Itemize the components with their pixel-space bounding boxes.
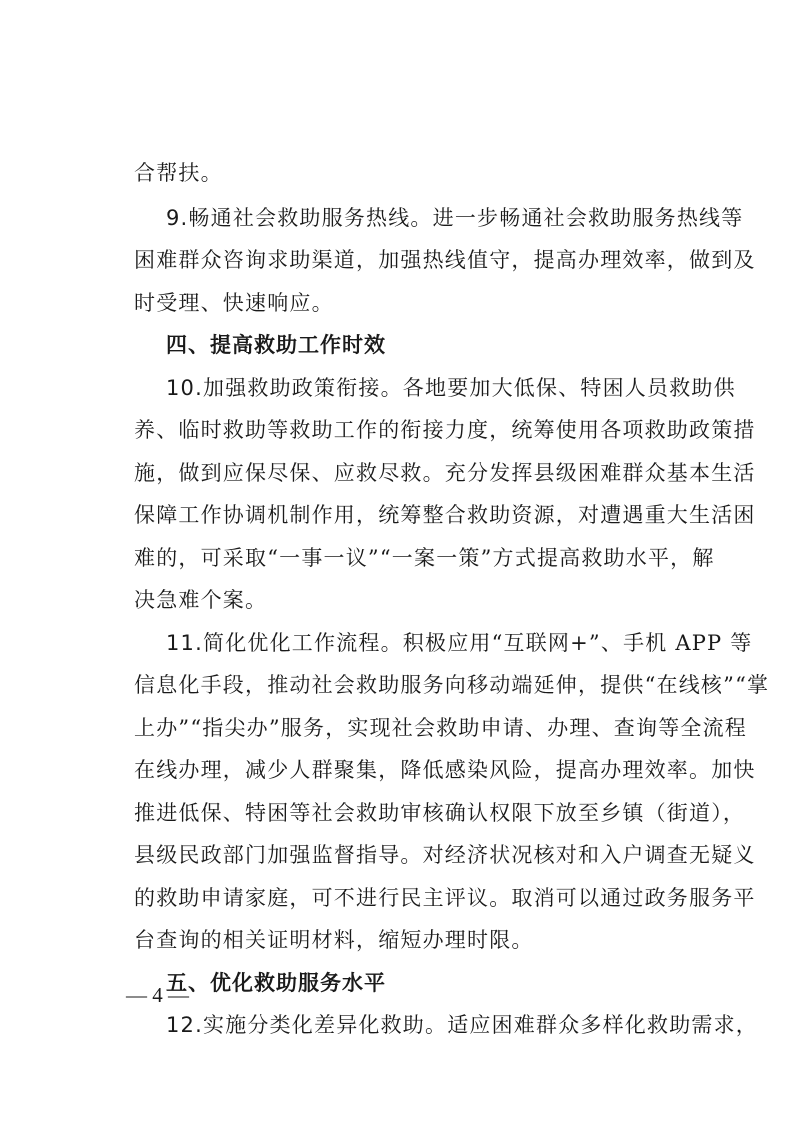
text-line — [134, 246, 756, 274]
body-text: 决急难个案。 — [134, 588, 268, 612]
text-line — [134, 756, 756, 784]
body-text: 保障工作协调机制作用，统筹整合救助资源，对遭遇重大生活困 — [134, 503, 756, 527]
body-text: 难的，可采取“一事一议”“一案一策”方式提高救助水平，解 — [134, 546, 715, 570]
text-line — [134, 841, 756, 869]
section-heading: 五、优化救助服务水平 — [166, 971, 386, 995]
text-line — [134, 159, 674, 187]
body-text: 适应困难群众多样化救助需求， — [447, 1013, 759, 1037]
body-text: 进一步畅通社会救助服务热线等 — [432, 206, 744, 230]
text-line — [134, 799, 746, 827]
text-line — [134, 926, 674, 954]
text-line — [134, 884, 756, 912]
text-line — [134, 544, 715, 572]
body-text: 推进低保、特困等社会救助审核确认权限下放至乡镇（街道）， — [134, 801, 746, 825]
item-title: 10.加强救助政策衔接。 — [166, 376, 403, 400]
body-text: 的救助申请家庭，可不进行民主评议。取消可以通过政务服务平 — [134, 886, 756, 910]
body-text: 合帮扶。 — [134, 161, 223, 185]
item-title: 12.实施分类化差异化救助。 — [166, 1013, 448, 1037]
text-line — [166, 629, 753, 657]
text-line — [166, 331, 674, 359]
text-line — [134, 714, 748, 742]
text-line — [166, 969, 674, 997]
text-line — [166, 204, 744, 232]
page-number: — 4 — — [126, 983, 189, 1007]
item-title: 11.简化优化工作流程。 — [166, 631, 403, 655]
body-text: 各地要加大低保、特困人员救助供 — [402, 376, 736, 400]
text-line — [166, 374, 736, 402]
text-line — [134, 501, 756, 529]
item-title: 9.畅通社会救助服务热线。 — [166, 206, 433, 230]
text-line — [134, 459, 756, 487]
body-text: 台查询的相关证明材料，缩短办理时限。 — [134, 928, 534, 952]
body-text: 施，做到应保尽保、应救尽救。充分发挥县级困难群众基本生活 — [134, 461, 756, 485]
body-text: 县级民政部门加强监督指导。对经济状况核对和入户调查无疑义 — [134, 843, 756, 867]
text-line — [134, 416, 756, 444]
body-text: 信息化手段，推动社会救助服务向移动端延伸，提供“在线核”“掌 — [134, 673, 770, 697]
text-line — [134, 671, 770, 699]
body-text: 困难群众咨询求助渠道，加强热线值守，提高办理效率，做到及 — [134, 248, 756, 272]
text-line — [134, 586, 674, 614]
section-heading: 四、提高救助工作时效 — [166, 333, 386, 357]
text-line — [166, 1011, 759, 1039]
body-text: 时受理、快速响应。 — [134, 291, 334, 315]
body-text: 在线办理，减少人群聚集，降低感染风险，提高办理效率。加快 — [134, 758, 756, 782]
body-text: 养、临时救助等救助工作的衔接力度，统筹使用各项救助政策措 — [134, 418, 756, 442]
text-line — [134, 289, 674, 317]
body-text: 上办”“指尖办”服务，实现社会救助申请、办理、查询等全流程 — [134, 716, 748, 740]
body-text: 积极应用“互联网+”、手机 APP 等 — [402, 631, 753, 655]
